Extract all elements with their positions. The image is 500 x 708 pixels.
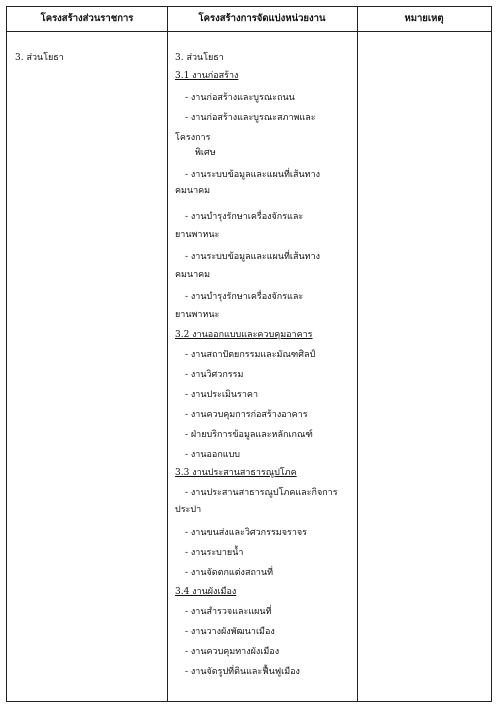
section-line: - งานระบายน้ำ (185, 548, 244, 558)
section-line: - งานควบคุมการก่อสร้างอาคาร (185, 410, 308, 420)
section-line: พิเศษ (195, 148, 216, 158)
section-line: - งานประสานสาธารณูปโภคและกิจการ (185, 488, 338, 498)
section-line: - งานควบคุมทางผังเมือง (185, 647, 280, 657)
section-line: - งานบำรุงรักษาเครื่องจักรและ (185, 292, 304, 302)
section-line: - งานก่อสร้างและบูรณะสภาพและ (185, 113, 316, 123)
section-line: ยานพาหนะ (175, 230, 220, 240)
header-unit-structure: โครงสร้างการจัดแบ่งหน่วยงาน (198, 13, 326, 24)
unit-structure-title: 3. ส่วนโยธา (175, 53, 224, 63)
section-line: - งานวิศวกรรม (185, 370, 244, 380)
section-line: - งานบำรุงรักษาเครื่องจักรและ (185, 212, 304, 222)
header-divider (7, 31, 491, 32)
section-title: 3.4 งานผังเมือง (175, 587, 237, 597)
header-gov-structure: โครงสร้างส่วนราชการ (40, 13, 134, 24)
structure-table (6, 6, 492, 702)
section-line: คมนาคม (175, 270, 211, 280)
section-line: คมนาคม (175, 186, 211, 196)
section-line: - งานจัดตกแต่งสถานที่ (185, 568, 274, 578)
section-line: - งานระบบข้อมูลและแผนที่เส้นทาง (185, 170, 321, 180)
section-line: - ฝ่ายบริการข้อมูลและหลักเกณฑ์ (185, 430, 313, 440)
column-divider-1 (167, 7, 168, 701)
section-line: - งานวางผังพัฒนาเมือง (185, 627, 275, 637)
section-line: - งานขนส่งและวิศวกรรมจราจร (185, 528, 307, 538)
section-line: - งานก่อสร้างและบูรณะถนน (185, 93, 295, 103)
section-title: 3.3 งานประสานสาธารณูปโภค (175, 468, 297, 478)
section-line: - งานจัดรูปที่ดินและฟื้นฟูเมือง (185, 667, 300, 677)
section-line: ประปา (175, 505, 202, 515)
column-divider-2 (357, 7, 358, 701)
section-line: - งานประเมินราคา (185, 390, 259, 400)
section-line: - งานระบบข้อมูลและแผนที่เส้นทาง (185, 252, 321, 262)
section-title: 3.1 งานก่อสร้าง (175, 71, 239, 81)
section-line: - งานสถาปัตยกรรมและมัณฑศิลป์ (185, 350, 316, 360)
section-title: 3.2 งานออกแบบและควบคุมอาคาร (175, 330, 313, 340)
header-remarks: หมายเหตุ (404, 13, 444, 24)
section-line: - งานสำรวจและแผนที่ (185, 607, 272, 617)
section-line: ยานพาหนะ (175, 310, 220, 320)
gov-structure-item: 3. ส่วนโยธา (15, 53, 64, 63)
section-line: - งานออกแบบ (185, 450, 240, 460)
section-line: โครงการ (175, 133, 211, 143)
